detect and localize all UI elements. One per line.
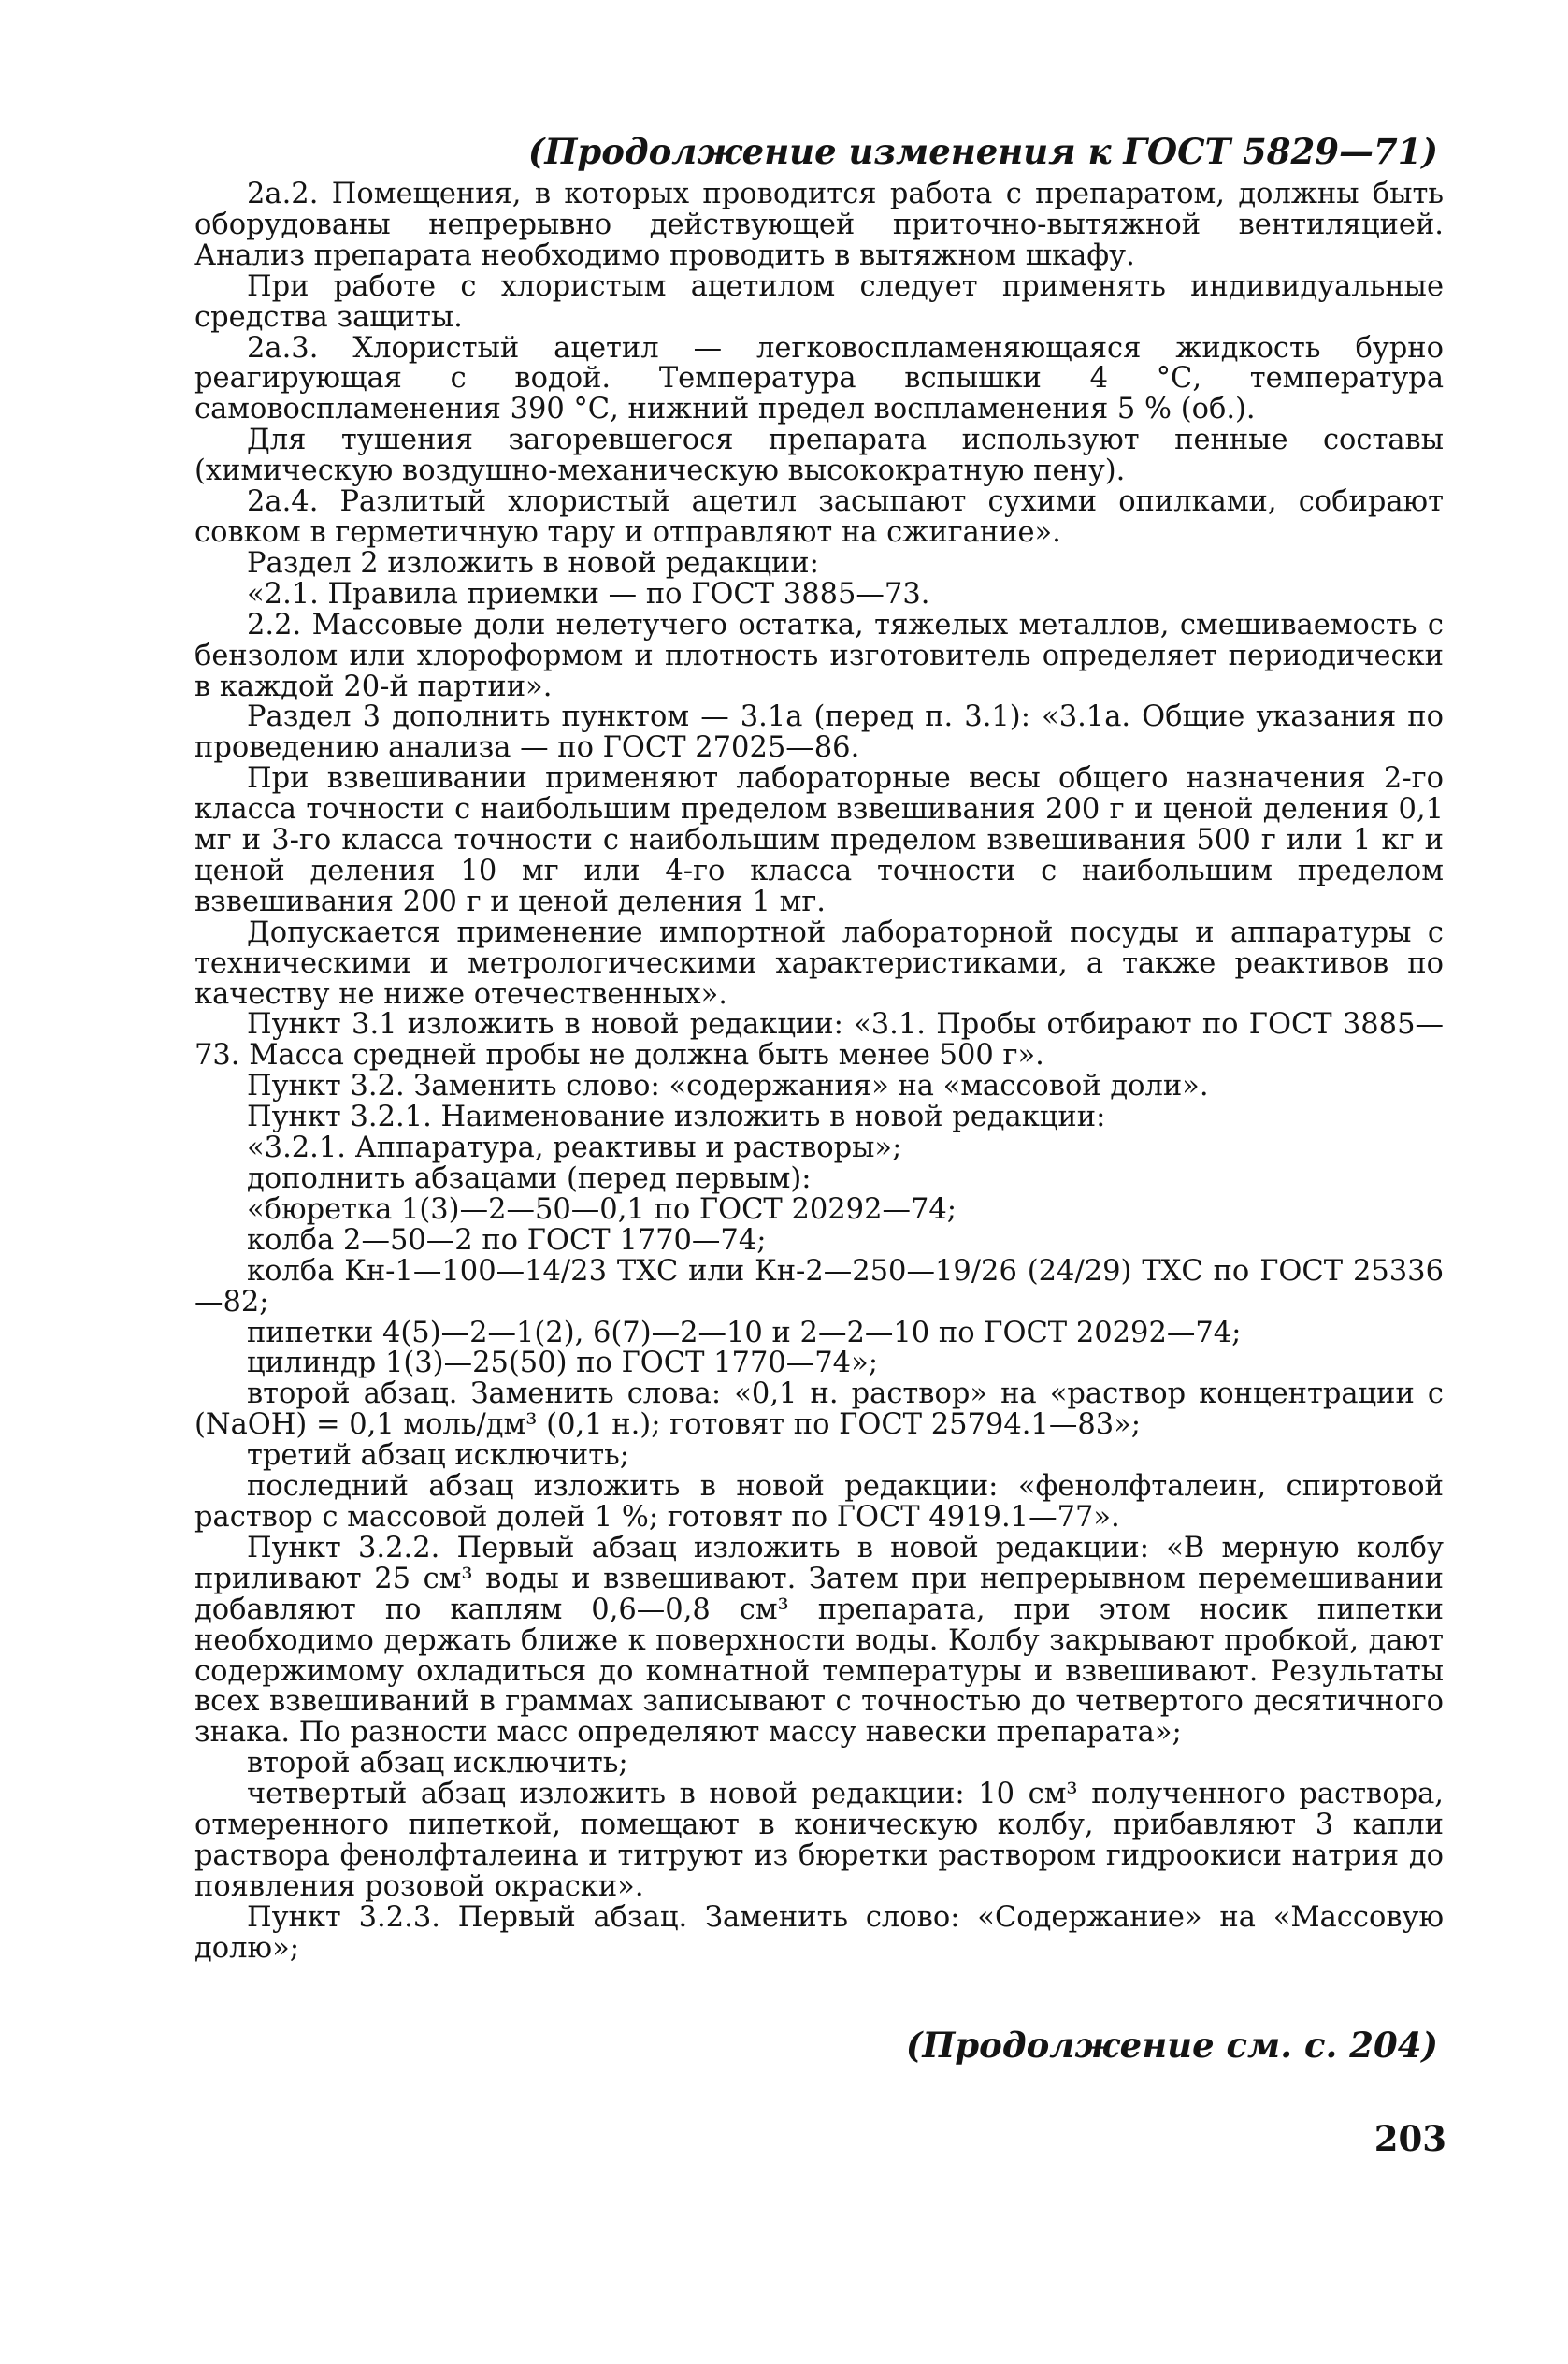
paragraph: Пункт 3.2.2. Первый абзац изложить в новой редакции: «В мерную колбу приливают 25 см³ воды и взвешивают. Затем при непрерывном перемешивании добавляют по каплям 0,6—0,8 см³ препарата, при этом носик пипетки необходимо держать ближе к поверхности воды. Колбу закрывают пробкой, дают содержимому охладиться до комнатной температуры и взвешивают. Результаты всех взвешиваний в граммах записывают с точностью до четвертого десятичного знака. По разности масс определяют массу навески препарата»; [194, 1531, 1444, 1750]
paragraph: Пункт 3.2.1. Наименование изложить в новой редакции: [247, 1101, 1106, 1134]
document-body [194, 180, 1444, 1965]
paragraph: 2а.2. Помещения, в которых проводится работа с препаратом, должны быть оборудованы непрерывно действующей приточно-вытяжной вентиляцией. Анализ препарата необходимо проводить в вытяжном шкафу. [194, 178, 1444, 272]
paragraph: Допускается применение импортной лабораторной посуды и аппаратуры с техническими и метрологическими характеристиками, а также реактивов по качеству не ниже отечественных». [194, 915, 1444, 1011]
paragraph: «2.1. Правила приемки — по ГОСТ 3885—73. [247, 577, 930, 611]
continuation-footer: (Продолжение см. с. 204) [905, 2024, 1438, 2066]
paragraph: колба 2—50—2 по ГОСТ 1770—74; [247, 1223, 767, 1257]
paragraph: Раздел 2 изложить в новой редакции: [247, 546, 819, 580]
paragraph: «3.2.1. Аппаратура, реактивы и растворы»; [247, 1132, 902, 1165]
paragraph: колба Кн-1—100—14/23 ТХС или Кн-2—250—19/26 (24/29) ТХС по ГОСТ 25336—82; [194, 1254, 1444, 1319]
paragraph: дополнить абзацами (перед первым): [247, 1162, 812, 1195]
paragraph: Пункт 3.2.3. Первый абзац. Заменить слово: «Содержание» на «Массовую долю»; [194, 1900, 1444, 1965]
paragraph: третий абзац исключить; [247, 1439, 629, 1473]
paragraph: последний абзац изложить в новой редакции: «фенолфталеин, спиртовой раствор с массовой долей 1 %; готовят по ГОСТ 4919.1—77». [194, 1470, 1444, 1534]
paragraph: При взвешивании применяют лабораторные весы общего назначения 2-го класса точности с наибольшим пределом взвешивания 200 г и ценой деления 0,1 мг и 3-го класса точности с наибольшим пределом взвешивания 500 г или 1 кг и ценой деления 10 мг или 4-го класса точности с наибольшим пределом взвешивания 200 г и ценой деления 1 мг. [194, 762, 1444, 918]
paragraph: пипетки 4(5)—2—1(2), 6(7)—2—10 и 2—2—10 по ГОСТ 20292—74; [247, 1316, 1242, 1349]
paragraph: «бюретка 1(3)—2—50—0,1 по ГОСТ 20292—74; [247, 1192, 957, 1226]
paragraph: цилиндр 1(3)—25(50) по ГОСТ 1770—74»; [247, 1347, 879, 1380]
paragraph: 2а.4. Разлитый хлористый ацетил засыпают сухими опилками, собирают совком в герметичную тару и отправляют на сжигание». [194, 485, 1444, 549]
paragraph: четвертый абзац изложить в новой редакции: 10 см³ полученного раствора, отмеренного пипеткой, помещают в коническую колбу, прибавляют 3 капли раствора фенолфталеина и титруют из бюретки раствором гидроокиси натрия до появления розовой окраски». [194, 1778, 1444, 1903]
page-content [194, 131, 1444, 2066]
paragraph: Пункт 3.2. Заменить слово: «содержания» на «массовой доли». [247, 1070, 1209, 1103]
paragraph: второй абзац исключить; [247, 1747, 628, 1780]
paragraph: При работе с хлористым ацетилом следует применять индивидуальные средства защиты. [194, 269, 1444, 334]
page-number: 203 [1374, 2118, 1446, 2159]
paragraph: Раздел 3 дополнить пунктом — 3.1а (перед п. 3.1): «3.1а. Общие указания по проведению анализа — по ГОСТ 27025—86. [194, 700, 1444, 765]
continuation-header: (Продолжение изменения к ГОСТ 5829—71) [527, 131, 1438, 172]
paragraph: Для тушения загоревшегося препарата используют пенные составы (химическую воздушно-механическую высокократную пену). [194, 424, 1444, 488]
paragraph: 2а.3. Хлористый ацетил — легковоспламеняющаяся жидкость бурно реагирующая с водой. Температура вспышки 4 °С, температура самовоспламенения 390 °С, нижний предел воспламенения 5 % (об.). [194, 331, 1444, 426]
paragraph: второй абзац. Заменить слова: «0,1 н. раствор» на «раствор концентрации c (NaOH) = 0,1 моль/дм³ (0,1 н.); готовят по ГОСТ 25794.1—83»; [194, 1377, 1444, 1442]
paragraph: 2.2. Массовые доли нелетучего остатка, тяжелых металлов, смешиваемость с бензолом или хлороформом и плотность изготовитель определяет периодически в каждой 20-й партии». [194, 608, 1444, 703]
paragraph: Пункт 3.1 изложить в новой редакции: «3.1. Пробы отбирают по ГОСТ 3885—73. Масса средней пробы не должна быть менее 500 г». [194, 1008, 1444, 1073]
